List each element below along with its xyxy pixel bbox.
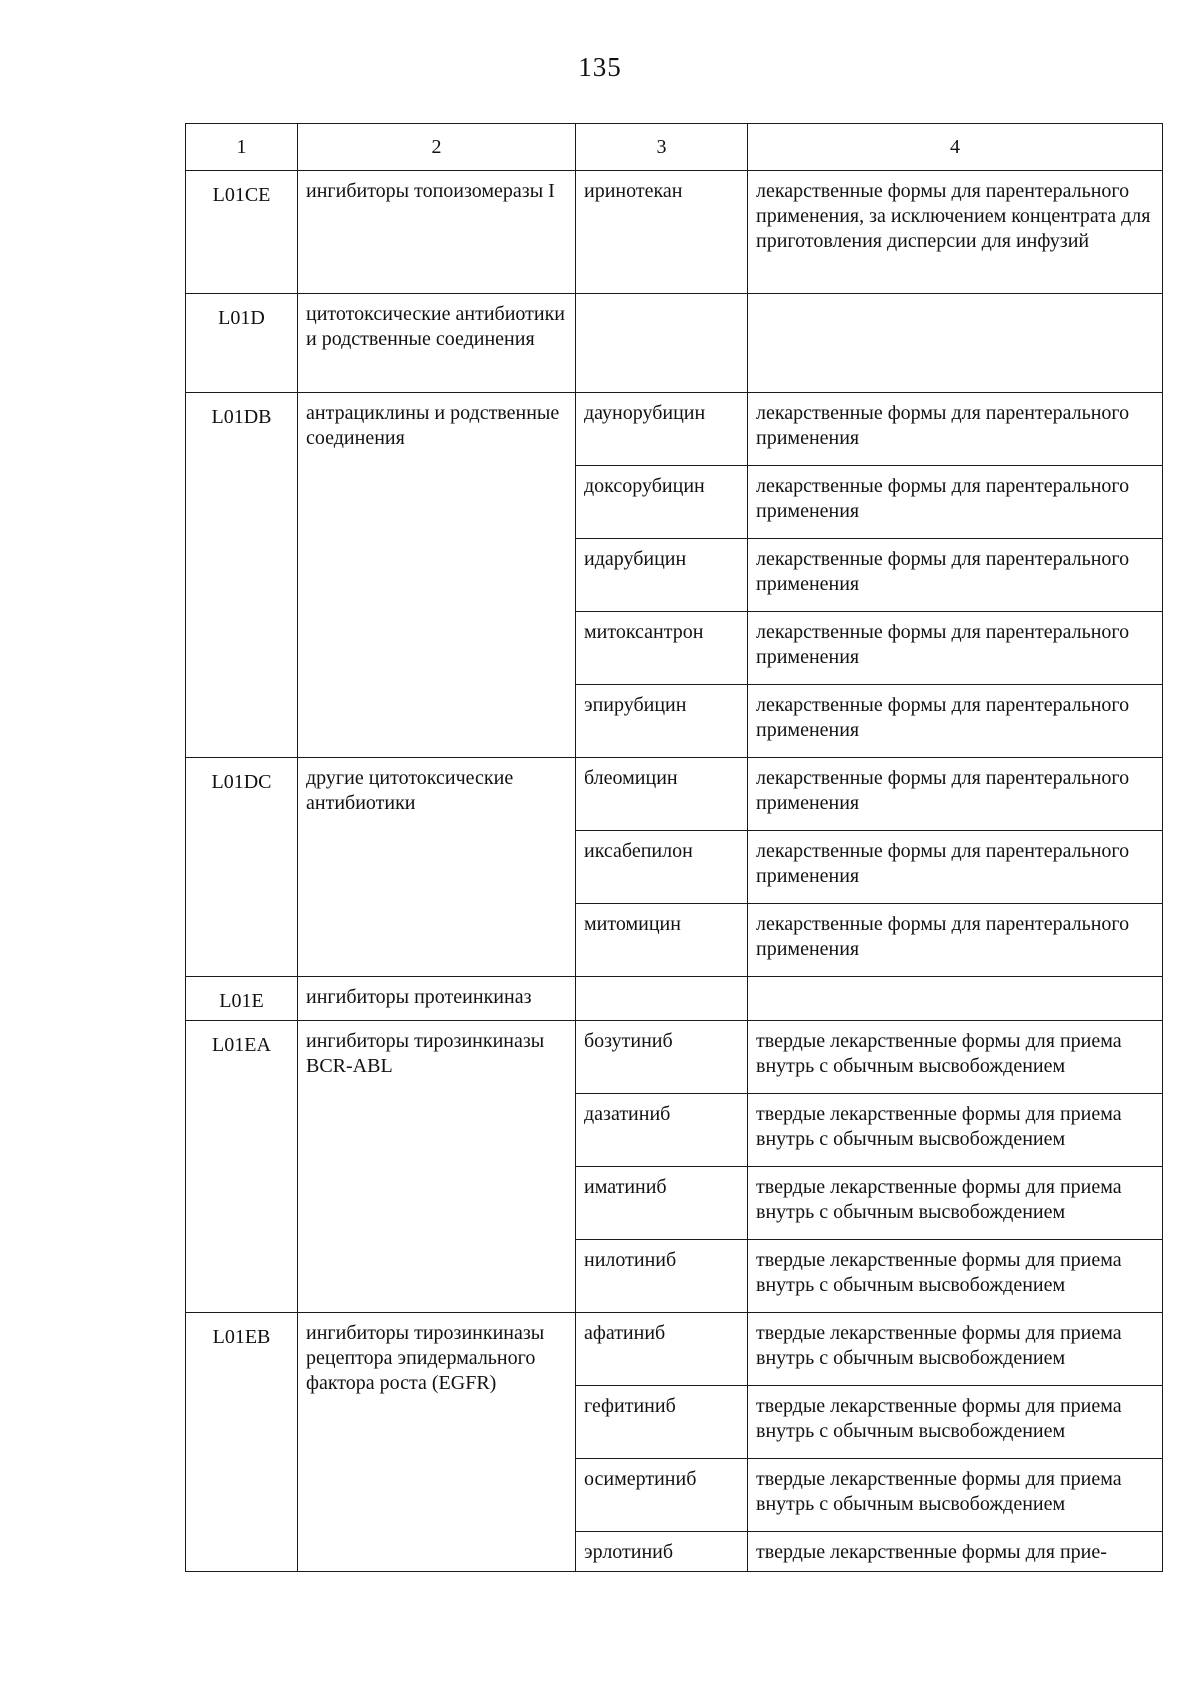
group-name-cell: ингибиторы топоизомеразы I [298, 171, 576, 294]
table-row [186, 294, 1163, 393]
atc-code-cell: L01EB [186, 1313, 298, 1572]
atc-code-cell: L01CE [186, 171, 298, 294]
drug-name-cell: эпирубицин [576, 685, 748, 758]
dosage-form-cell: твердые лекарственные формы для приема внутрь с обычным высвобождением [748, 1386, 1163, 1459]
atc-code-cell: L01EA [186, 1021, 298, 1313]
table-row [186, 171, 1163, 294]
dosage-form-cell: лекарственные формы для парентерального применения, за исключением концентрата для приготовления дисперсии для инфузий [748, 171, 1163, 294]
dosage-form-cell: лекарственные формы для парентерального применения [748, 758, 1163, 831]
atc-code-cell: L01E [186, 977, 298, 1021]
dosage-form-cell: лекарственные формы для парентерального применения [748, 539, 1163, 612]
dosage-form-cell: твердые лекарственные формы для приема внутрь с обычным высвобождением [748, 1094, 1163, 1167]
medication-table [185, 123, 1163, 1572]
dosage-form-cell: твердые лекарственные формы для приема внутрь с обычным высвобождением [748, 1167, 1163, 1240]
drug-name-cell: иксабепилон [576, 831, 748, 904]
table-row [186, 1313, 1163, 1386]
drug-name-cell: иринотекан [576, 171, 748, 294]
dosage-form-cell: лекарственные формы для парентерального применения [748, 612, 1163, 685]
drug-name-cell: дазатиниб [576, 1094, 748, 1167]
atc-code-cell: L01DB [186, 393, 298, 758]
drug-name-cell: эрлотиниб [576, 1532, 748, 1572]
drug-name-cell: даунорубицин [576, 393, 748, 466]
dosage-form-cell: твердые лекарственные формы для приема внутрь с обычным высвобождением [748, 1313, 1163, 1386]
dosage-form-cell [748, 977, 1163, 1021]
drug-name-cell: осимертиниб [576, 1459, 748, 1532]
group-name-cell: ингибиторы тирозинкиназы рецептора эпидермального фактора роста (EGFR) [298, 1313, 576, 1572]
drug-name-cell: идарубицин [576, 539, 748, 612]
drug-name-cell: иматиниб [576, 1167, 748, 1240]
table-row [186, 393, 1163, 466]
dosage-form-cell: твердые лекарственные формы для приема внутрь с обычным высвобождением [748, 1021, 1163, 1094]
group-name-cell: ингибиторы тирозинкиназы BCR-ABL [298, 1021, 576, 1313]
group-name-cell: антрациклины и родственные соединения [298, 393, 576, 758]
drug-name-cell: афатиниб [576, 1313, 748, 1386]
group-name-cell: ингибиторы протеинкиназ [298, 977, 576, 1021]
column-header-4: 4 [748, 124, 1163, 171]
column-header-3: 3 [576, 124, 748, 171]
dosage-form-cell [748, 294, 1163, 393]
atc-code-cell: L01D [186, 294, 298, 393]
dosage-form-cell: лекарственные формы для парентерального применения [748, 904, 1163, 977]
table-row [186, 977, 1163, 1021]
dosage-form-cell: лекарственные формы для парентерального применения [748, 393, 1163, 466]
column-header-2: 2 [298, 124, 576, 171]
group-name-cell: другие цитотоксические антибиотики [298, 758, 576, 977]
drug-name-cell: митоксантрон [576, 612, 748, 685]
dosage-form-cell: лекарственные формы для парентерального применения [748, 685, 1163, 758]
drug-name-cell: блеомицин [576, 758, 748, 831]
page-number: 135 [578, 52, 622, 82]
drug-name-cell: нилотиниб [576, 1240, 748, 1313]
dosage-form-cell: твердые лекарственные формы для прие- [748, 1532, 1163, 1572]
table-row [186, 758, 1163, 831]
group-name-cell: цитотоксические антибиотики и родственные соединения [298, 294, 576, 393]
dosage-form-cell: лекарственные формы для парентерального применения [748, 831, 1163, 904]
table-header-row [186, 124, 1163, 171]
dosage-form-cell: твердые лекарственные формы для приема внутрь с обычным высвобождением [748, 1240, 1163, 1313]
drug-name-cell [576, 294, 748, 393]
dosage-form-cell: твердые лекарственные формы для приема внутрь с обычным высвобождением [748, 1459, 1163, 1532]
column-header-1: 1 [186, 124, 298, 171]
dosage-form-cell: лекарственные формы для парентерального применения [748, 466, 1163, 539]
drug-name-cell: бозутиниб [576, 1021, 748, 1094]
drug-name-cell: гефитиниб [576, 1386, 748, 1459]
table-row [186, 1021, 1163, 1094]
drug-name-cell [576, 977, 748, 1021]
drug-name-cell: митомицин [576, 904, 748, 977]
drug-name-cell: доксорубицин [576, 466, 748, 539]
atc-code-cell: L01DC [186, 758, 298, 977]
